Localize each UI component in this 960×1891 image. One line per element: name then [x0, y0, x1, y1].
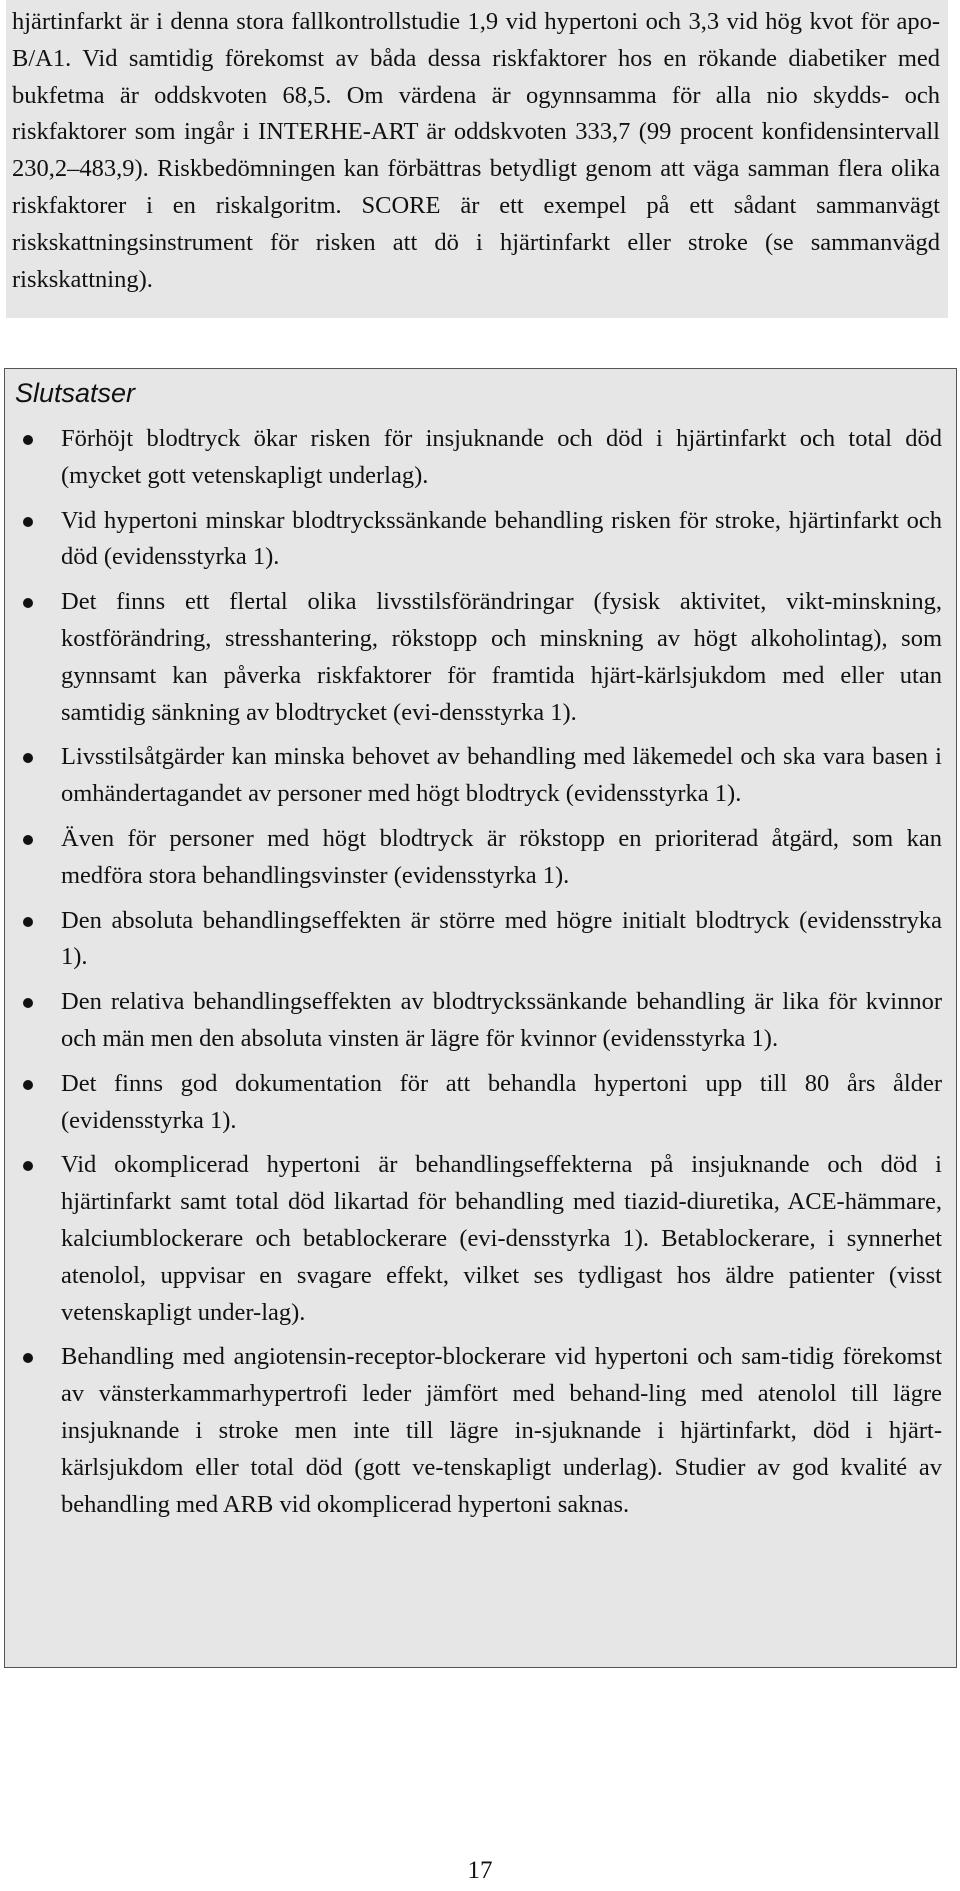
- conclusions-list: [15, 421, 942, 1523]
- list-item: [15, 903, 942, 977]
- list-item: [15, 1339, 942, 1523]
- bullet-icon: [23, 1161, 33, 1171]
- bullet-icon: [23, 917, 33, 927]
- intro-paragraph: hjärtinfarkt är i denna stora fallkontrollstudie 1,9 vid hypertoni och 3,3 vid hög kvot för apo-B/A1. Vid samtidig förekomst av båda dessa riskfaktorer hos en rökande diabetiker med bukfetma är oddskvoten 68,5. Om värdena är ogynnsamma för alla nio skydds- och riskfaktorer som ingår i INTERHE-ART är oddskvoten 333,7 (99 procent konfidensintervall 230,2–483,9). Riskbedömningen kan förbättras betydligt genom att väga samman flera olika riskfaktorer i en riskalgoritm. SCORE är ett exempel på ett sådant sammanvägt riskskattningsinstrument för risken att dö i hjärtinfarkt eller stroke (se sammanvägd riskskattning).: [12, 8, 940, 293]
- list-item-text: Det finns ett flertal olika livsstilsförändringar (fysisk aktivitet, vikt-minskning, kostförändring, stresshantering, rökstopp och minskning av högt alkoholintag), som gynnsamt kan påverka riskfaktorer för framtida hjärt-kärlsjukdom med eller utan samtidig sänkning av blodtrycket (evi-densstyrka 1).: [61, 588, 942, 726]
- bullet-icon: [23, 517, 33, 527]
- page-number: 17: [467, 1857, 493, 1884]
- bullet-icon: [23, 753, 33, 763]
- list-item-text: Vid okomplicerad hypertoni är behandlingseffekterna på insjuknande och död i hjärtinfarkt samt total död likartad för behandling med tiazid-diuretika, ACE-hämmare, kalciumblockerare och betablockerare (evi-densstyrka 1). Betablockerare, i synnerhet atenolol, uppvisar en svagare effekt, vilket ses tydligast hos äldre patienter (visst vetenskapligt under-lag).: [61, 1151, 942, 1326]
- bullet-icon: [23, 435, 33, 445]
- list-item: [15, 503, 942, 577]
- bullet-icon: [23, 1353, 33, 1363]
- list-item: [15, 1066, 942, 1140]
- list-item: [15, 421, 942, 495]
- bullet-icon: [23, 998, 33, 1008]
- list-item: [15, 739, 942, 813]
- bullet-icon: [23, 835, 33, 845]
- list-item-text: Förhöjt blodtryck ökar risken för insjuknande och död i hjärtinfarkt och total död (mycket gott vetenskapligt underlag).: [61, 425, 942, 489]
- list-item-text: Vid hypertoni minskar blodtryckssänkande behandling risken för stroke, hjärtinfarkt och död (evidensstyrka 1).: [61, 506, 942, 571]
- list-item-text: Livsstilsåtgärder kan minska behovet av behandling med läkemedel och ska vara basen i omhändertagandet av personer med högt blodtryck (evidensstyrka 1).: [61, 743, 942, 808]
- list-item: [15, 584, 942, 731]
- list-item: [15, 821, 942, 895]
- intro-text-box: [6, 0, 948, 318]
- bullet-icon: [23, 1080, 33, 1090]
- list-item-text: Även för personer med högt blodtryck är rökstopp en prioriterad åtgärd, som kan medföra stora behandlingsvinster (evidensstyrka 1).: [61, 824, 942, 889]
- list-item: [15, 1147, 942, 1331]
- list-item-text: Det finns god dokumentation för att behandla hypertoni upp till 80 års ålder (evidensstyrka 1).: [61, 1069, 942, 1134]
- list-item-text: Den absoluta behandlingseffekten är större med högre initialt blodtryck (evidensstryka 1).: [61, 906, 942, 971]
- bullet-icon: [23, 598, 33, 608]
- conclusions-box: [4, 368, 957, 1668]
- conclusions-title: Slutsatser: [15, 378, 136, 408]
- list-item-text: Behandling med angiotensin-receptor-blockerare vid hypertoni och sam-tidig förekomst av vänsterkammarhypertrofi leder jämfört med behand-ling med atenolol till lägre insjuknande i stroke men inte till lägre in-sjuknande i hjärtinfarkt, död i hjärt-kärlsjukdom eller total död (gott ve-tenskapligt underlag). Studier av god kvalité av behandling med ARB vid okomplicerad hypertoni saknas.: [61, 1343, 942, 1518]
- list-item: [15, 984, 942, 1058]
- list-item-text: Den relativa behandlingseffekten av blodtryckssänkande behandling är lika för kvinnor och män men den absoluta vinsten är lägre för kvinnor (evidensstyrka 1).: [61, 988, 942, 1052]
